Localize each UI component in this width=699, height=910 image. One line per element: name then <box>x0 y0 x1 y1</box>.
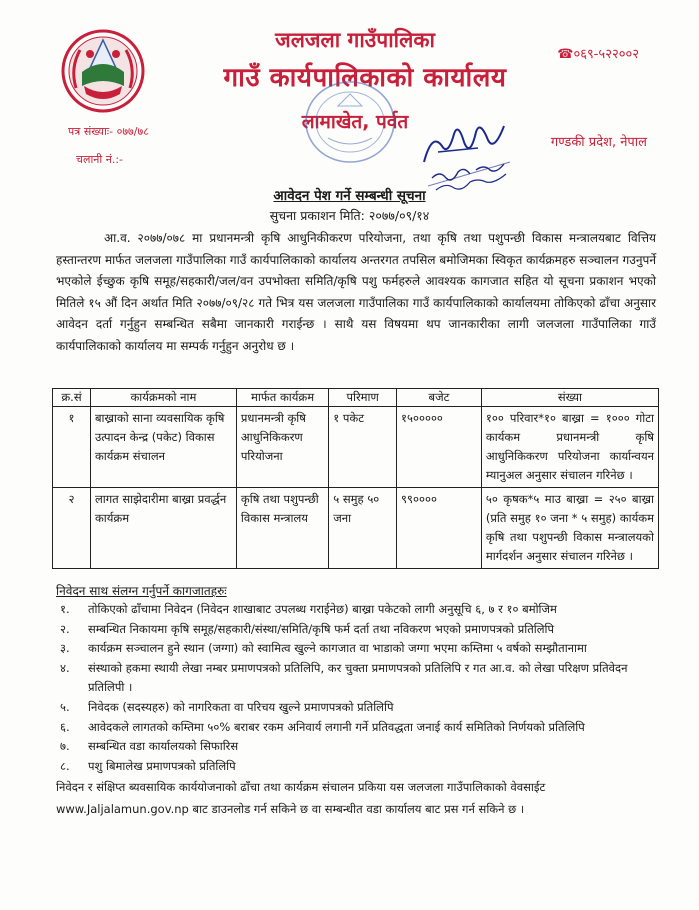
list-item <box>56 698 666 718</box>
table-header-row <box>53 389 659 407</box>
list-item-number: ३. <box>60 641 70 656</box>
list-item-text: आवेदकले लागतको कम्तिमा ५०% बराबर रकम अनिवार्य लगानी गर्ने प्रतिवद्धता जनाई कार्य समितिको निर्णयको प्रतिलिपि <box>88 719 585 734</box>
table-row <box>53 407 659 488</box>
cell-via: प्रधानमन्त्री कृषि आधुनिकिकरण परियोजना <box>236 407 328 488</box>
office-location: लामाखेत, पर्वत <box>301 111 409 133</box>
cell-sn: २ <box>53 488 91 569</box>
cell-qty: ५ समुह ५० जना <box>329 488 397 569</box>
list-item <box>56 757 666 777</box>
table-row <box>53 488 659 569</box>
list-item-text: सम्बन्धित वडा कार्यालयको सिफारिस <box>88 739 239 754</box>
notice-date: सुचना प्रकाशन मिति: २०७७/०९/१४ <box>269 208 430 223</box>
list-item-number: ४. <box>60 660 70 675</box>
cell-name: लागत साझेदारीमा बाख्रा प्रवर्द्धन कार्यक्रम <box>90 488 236 569</box>
cell-budget: ९९०००० <box>397 488 482 569</box>
list-item-number: ७. <box>60 739 70 754</box>
ref-number: पत्र संख्याः- ०७७/७८ <box>68 125 149 138</box>
footer-line-1: निवेदन र संक्षिप्त ब्यवसायिक कार्ययोजनाको ढाँचा तथा कार्यक्रम संचालन प्रकिया यस जलजला गाउँपालिकाको वेवसाईट <box>56 780 546 794</box>
col-header-count: संख्या <box>481 389 658 407</box>
phone-number: ☎०६९-५२२००२ <box>557 47 639 62</box>
list-item <box>56 639 666 659</box>
list-item <box>56 620 666 640</box>
list-item-text: पशु बिमालेख प्रमाणपत्रको प्रतिलिपि <box>88 758 236 773</box>
list-item-text: संस्थाको हकमा स्थायी लेखा नम्बर प्रमाणपत्रको प्रतिलिपि, कर चुक्ता प्रमाणपत्रको प्रतिलिपि र गत आ.व. को लेखा परिक्षण प्रतिवेदन प्रतिलिपी । <box>88 660 628 695</box>
documents-list <box>56 600 666 776</box>
nepal-emblem-icon <box>60 28 146 114</box>
cell-via: कृषि तथा पशुपन्छी विकास मन्त्रालय <box>236 488 328 569</box>
province-name: गण्डकी प्रदेश, नेपाल <box>550 135 647 150</box>
list-item <box>56 600 666 620</box>
col-header-via: मार्फत कार्यक्रम <box>236 389 328 407</box>
col-header-budget: बजेट <box>397 389 482 407</box>
list-item <box>56 659 666 698</box>
cell-budget: १५००००० <box>397 407 482 488</box>
cell-qty: १ पकेट <box>329 407 397 488</box>
list-item-text: सम्बन्धित निकायमा कृषि समूह/सहकारी/संस्था/समिति/कृषि फर्म दर्ता तथा नविकरण भएको प्रमाणपत्रको प्रतिलिपि <box>88 621 555 636</box>
col-header-qty: परिमाण <box>329 389 397 407</box>
list-item-text: तोकिएको ढाँचामा निवेदन (निवेदन शाखाबाट उपलब्ध गराईनेछ) बाख्रा पकेटको लागी अनुसूचि ६, ७ र १० बमोजिम <box>88 602 557 616</box>
notice-title: आवेदन पेश गर्ने सम्बन्धी सूचना <box>273 188 426 204</box>
list-item-number: ६. <box>60 719 70 734</box>
footer-note <box>56 776 666 820</box>
footer-line-2: www.Jaljalamun.gov.np बाट डाउनलोड गर्न सकिने छ वा सम्बन्धीत वडा कार्यालय बाट प्रस गर्न सकिने छ । <box>56 802 525 816</box>
list-item <box>56 718 666 738</box>
office-seal-icon <box>298 76 398 166</box>
cell-count: १०० परिवार*१० बाख्रा = १००० गोटा कार्यकम प्रधानमन्त्री कृषि आधुनिकिकरण परियोजना कार्यान्वयन म्यानुअल अनुसार संचालन गरिनेछ । <box>481 407 658 488</box>
list-item-number: २. <box>60 621 70 636</box>
cell-sn: १ <box>53 407 91 488</box>
program-table <box>52 388 659 569</box>
col-header-sn: क्र.सं <box>53 389 91 407</box>
col-header-name: कार्यक्रमको नाम <box>90 389 236 407</box>
cell-name: बाख्राको साना व्यवसायिक कृषि उत्पादन केन्द्र (पकेट) विकास कार्यक्रम संचालन <box>90 407 236 488</box>
office-name: गाउँ कार्यपालिकाको कार्यालय <box>223 63 507 93</box>
list-item-number: ८. <box>60 758 70 773</box>
list-item-text: कार्यक्रम सञ्चालन हुने स्थान (जग्गा) को स्वामित्व खुल्ने कागजात वा भाडाको जग्गा भएमा कम्तिमा ५ वर्षको सम्झौतानामा <box>88 641 587 656</box>
list-item-number: ५. <box>60 699 70 714</box>
dispatch-number: चलानी नं.:- <box>76 153 124 166</box>
documents-heading: निवेदन साथ संलग्न गर्नुपर्ने कागजातहरुः <box>56 584 227 598</box>
list-item <box>56 737 666 757</box>
list-item-number: १. <box>60 602 70 616</box>
list-item-text: निवेदक (सदस्यहरु) को नागरिकता वा परिचय खुल्ने प्रमाणपत्रको प्रतिलिपि <box>88 699 394 714</box>
municipality-name: जलजला गाउँपालिका <box>275 28 435 52</box>
cell-count: ५० कृषक*५ माउ बाख्रा = २५० बाख्रा (प्रति समुह १० जना * ५ समुह) कार्यकम कृषि तथा पशुपन्छी विकास मन्त्रालयको मार्गदर्शन अनुसार संचालन गरिनेछ । <box>481 488 658 569</box>
notice-body: आ.व. २०७७/०७८ मा प्रधानमन्त्री कृषि आधुनिकीकरण परियोजना, तथा कृषि तथा पशुपन्छी विकास मन्त्रालयबाट वित्तिय हस्तान्तरण मार्फत जलजला गाउँपालिका गाउँ कार्यपालिकाको कार्यालय अन्तरगत तपसिल बमोजिमका स्विकृत कार्यक्रमहरु सञ्चालन गउनुपर्ने भएकोले ईच्छुक कृषि समूह/सहकारी/जल/वन उपभोक्ता समिति/कृषि पशु फर्महरुले आवश्यक कागजात सहित यो सूचना प्रकाशन भएको मितिले १५ औं दिन अर्थात मिति २०७७/०९/२८ गते भित्र यस जलजला गाउँपालिका गाउँ कार्यपालिकाको कार्यालयमा तोकिएको ढाँचा अनुसार आवेदन दर्ता गर्नुहुन सम्बन्धित सबैमा जानकारी गराईन्छ । साथै यस विषयमा थप जानकारीका लागी जलजला गाउँपालिका गाउँ कार्यपालिकाको कार्यालय मा सम्पर्क गर्नुहुन अनुरोध छ । <box>56 231 656 353</box>
